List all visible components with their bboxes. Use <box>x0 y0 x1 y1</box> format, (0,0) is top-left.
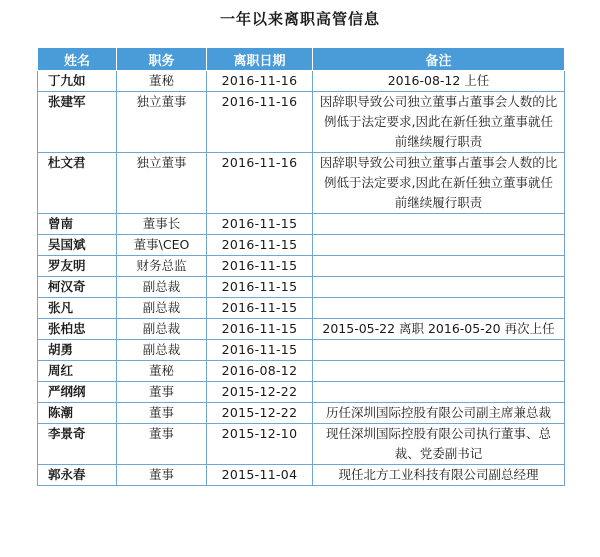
table-row <box>38 71 565 92</box>
cell-name: 李景奇 <box>38 424 117 465</box>
cell-position: 副总裁 <box>117 277 207 298</box>
cell-note <box>313 214 565 235</box>
cell-position: 董事长 <box>117 214 207 235</box>
cell-position: 董事 <box>117 465 207 486</box>
table-row <box>38 153 565 214</box>
cell-name: 柯汉奇 <box>38 277 117 298</box>
table-row <box>38 235 565 256</box>
cell-date: 2016-11-16 <box>207 153 313 214</box>
cell-date: 2016-08-12 <box>207 361 313 382</box>
cell-date: 2016-11-15 <box>207 319 313 340</box>
cell-name: 曾南 <box>38 214 117 235</box>
table-row <box>38 340 565 361</box>
header-date: 离职日期 <box>207 48 313 71</box>
cell-position: 董事\CEO <box>117 235 207 256</box>
page-title: 一年以来离职高管信息 <box>219 10 380 28</box>
cell-position: 副总裁 <box>117 340 207 361</box>
cell-position: 独立董事 <box>117 92 207 153</box>
cell-position: 副总裁 <box>117 298 207 319</box>
cell-name: 张建军 <box>38 92 117 153</box>
cell-note: 历任深圳国际控股有限公司副主席兼总裁 <box>313 403 565 424</box>
table-row <box>38 277 565 298</box>
table-header-row <box>38 48 565 71</box>
table-row <box>38 319 565 340</box>
cell-name: 严纲纲 <box>38 382 117 403</box>
cell-name: 罗友明 <box>38 256 117 277</box>
cell-name: 张凡 <box>38 298 117 319</box>
cell-name: 丁九如 <box>38 71 117 92</box>
cell-note <box>313 361 565 382</box>
cell-name: 张柏忠 <box>38 319 117 340</box>
cell-date: 2015-12-10 <box>207 424 313 465</box>
table-row <box>38 298 565 319</box>
header-name: 姓名 <box>38 48 117 71</box>
cell-position: 副总裁 <box>117 319 207 340</box>
cell-name: 周红 <box>38 361 117 382</box>
cell-name: 陈潮 <box>38 403 117 424</box>
table-row <box>38 214 565 235</box>
cell-position: 董秘 <box>117 71 207 92</box>
cell-name: 郭永春 <box>38 465 117 486</box>
cell-note <box>313 256 565 277</box>
cell-date: 2016-11-16 <box>207 71 313 92</box>
cell-date: 2015-12-22 <box>207 382 313 403</box>
header-position: 职务 <box>117 48 207 71</box>
cell-date: 2016-11-15 <box>207 235 313 256</box>
cell-note: 现任深圳国际控股有限公司执行董事、总裁、党委副书记 <box>313 424 565 465</box>
cell-position: 独立董事 <box>117 153 207 214</box>
table-row <box>38 382 565 403</box>
cell-position: 财务总监 <box>117 256 207 277</box>
cell-date: 2016-11-15 <box>207 277 313 298</box>
cell-name: 吴国斌 <box>38 235 117 256</box>
cell-position: 董事 <box>117 403 207 424</box>
cell-date: 2016-11-16 <box>207 92 313 153</box>
table-row <box>38 256 565 277</box>
cell-note <box>313 340 565 361</box>
table-row <box>38 424 565 465</box>
executive-departure-table <box>37 47 565 486</box>
cell-note: 现任北方工业科技有限公司副总经理 <box>313 465 565 486</box>
cell-position: 董事 <box>117 424 207 465</box>
cell-name: 杜文君 <box>38 153 117 214</box>
cell-note: 因辞职导致公司独立董事占董事会人数的比例低于法定要求,因此在新任独立董事就任前继续履行职责 <box>313 92 565 153</box>
cell-date: 2016-11-15 <box>207 298 313 319</box>
cell-note: 因辞职导致公司独立董事占董事会人数的比例低于法定要求,因此在新任独立董事就任前继续履行职责 <box>313 153 565 214</box>
cell-date: 2015-11-04 <box>207 465 313 486</box>
cell-date: 2016-11-15 <box>207 214 313 235</box>
cell-position: 董秘 <box>117 361 207 382</box>
cell-name: 胡勇 <box>38 340 117 361</box>
table-row <box>38 403 565 424</box>
table-row <box>38 361 565 382</box>
cell-note <box>313 277 565 298</box>
cell-note: 2015-05-22 离职 2016-05-20 再次上任 <box>313 319 565 340</box>
header-note: 备注 <box>313 48 565 71</box>
cell-note <box>313 235 565 256</box>
cell-date: 2015-12-22 <box>207 403 313 424</box>
cell-note <box>313 298 565 319</box>
cell-date: 2016-11-15 <box>207 256 313 277</box>
cell-position: 董事 <box>117 382 207 403</box>
table-row <box>38 465 565 486</box>
cell-note: 2016-08-12 上任 <box>313 71 565 92</box>
cell-date: 2016-11-15 <box>207 340 313 361</box>
table-row <box>38 92 565 153</box>
cell-note <box>313 382 565 403</box>
